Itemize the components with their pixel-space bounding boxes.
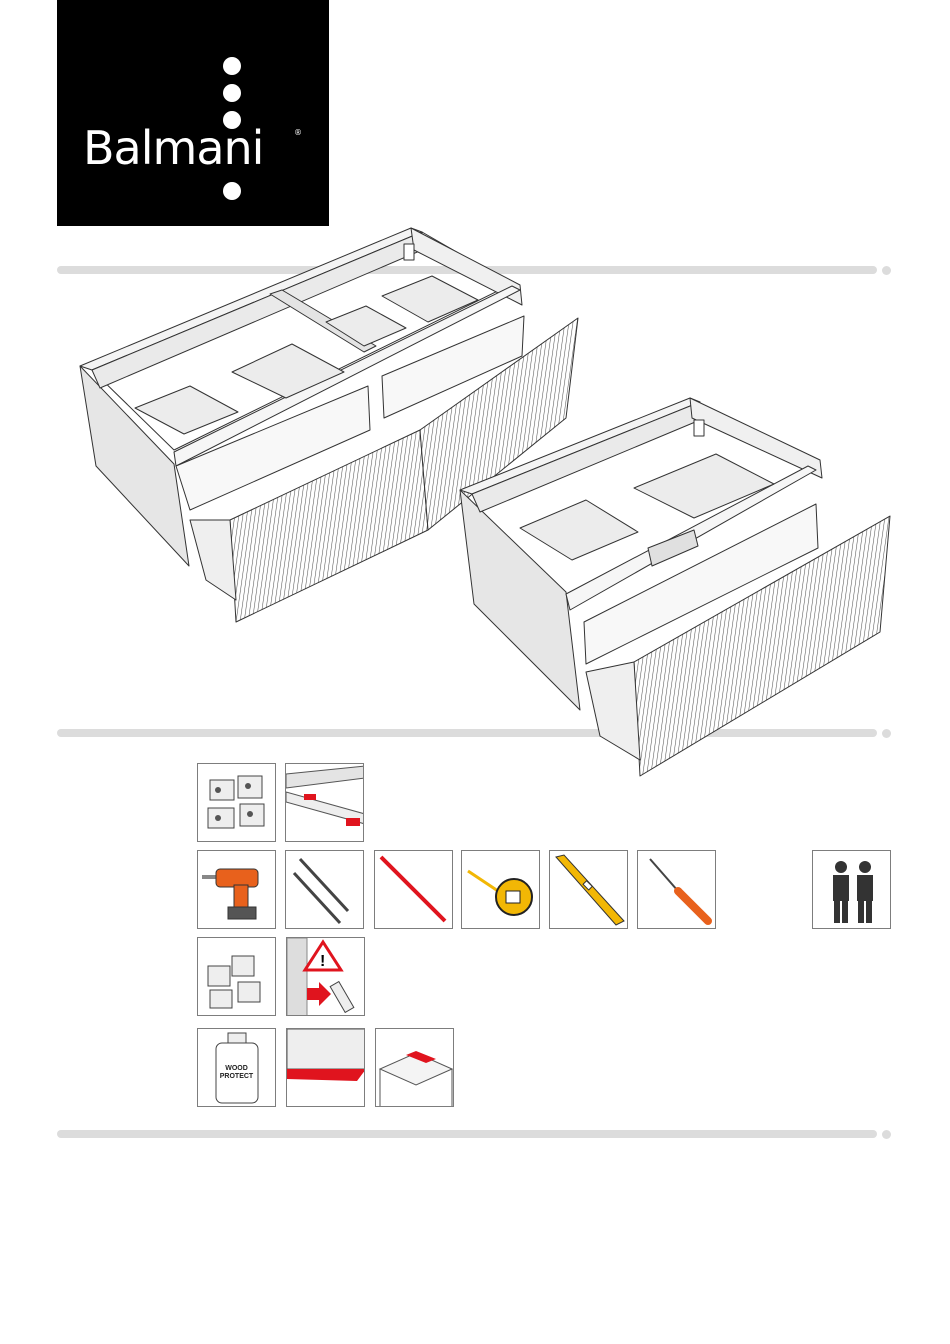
power-drill-icon <box>197 850 276 929</box>
logo-dots-graphic <box>57 0 329 226</box>
divider-bottom <box>57 1130 877 1138</box>
wall-plug-warning-icon <box>286 937 365 1016</box>
tape-measure-icon <box>461 850 540 929</box>
screwdriver-icon <box>637 850 716 929</box>
pencil-icon <box>374 850 453 929</box>
brand-name: Balmani <box>83 121 264 175</box>
wall-bracket-set-icon <box>197 937 276 1016</box>
spirit-level-icon <box>549 850 628 929</box>
product-illustrations <box>0 226 950 786</box>
wood-protect-bottle-icon <box>197 1028 276 1107</box>
brand-logo <box>57 0 329 226</box>
wall-bracket-icon <box>197 763 276 842</box>
drawer-slide-clip-icon <box>285 763 364 842</box>
registered-mark: ® <box>294 128 302 137</box>
edge-sealing-icon <box>286 1028 365 1107</box>
svg-text:!: ! <box>320 953 326 970</box>
single-vanity-cabinet <box>460 398 890 776</box>
divider-bottom-dot <box>882 1130 891 1139</box>
cabinet-corner-sealing-icon <box>375 1028 454 1107</box>
two-persons-icon <box>812 850 891 929</box>
wood-protect-label-line2: PROTECT <box>219 1073 254 1080</box>
drill-bits-icon <box>285 850 364 929</box>
wood-protect-label-line1: WOOD <box>225 1065 248 1072</box>
